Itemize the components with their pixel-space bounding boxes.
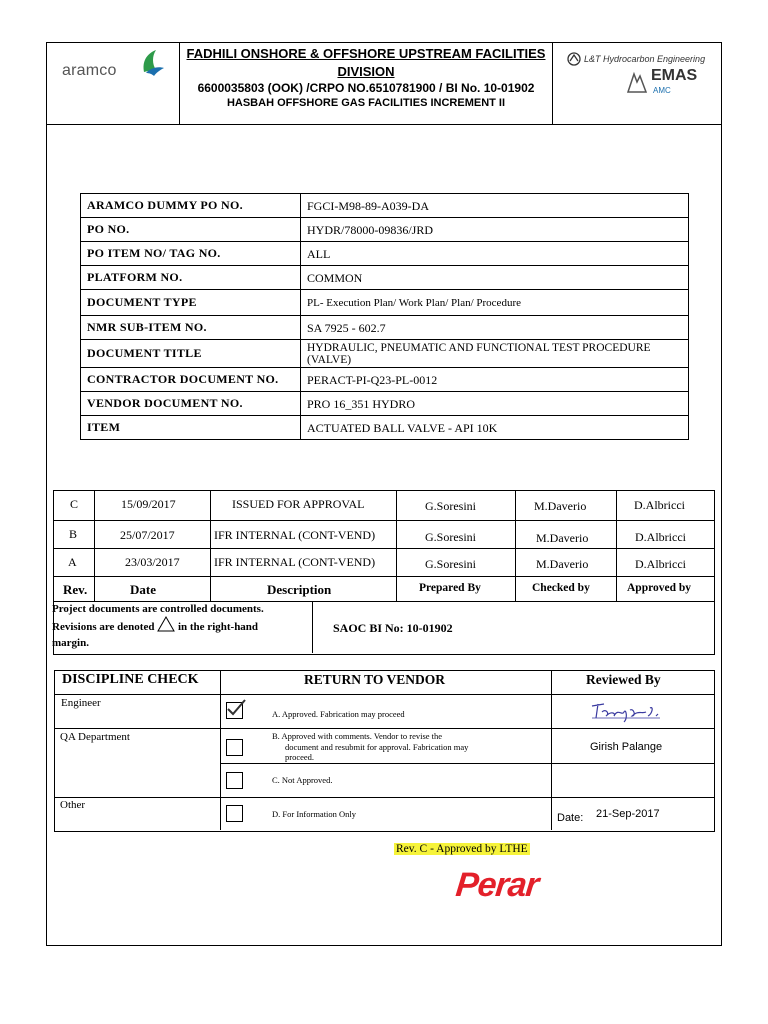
lthe-label: L&T Hydrocarbon Engineering [584,54,706,64]
info-key: CONTRACTOR DOCUMENT NO. [81,368,301,392]
date-cell: 15/09/2017 [121,497,176,511]
info-key: NMR SUB-ITEM NO. [81,316,301,340]
info-key: PO ITEM NO/ TAG NO. [81,242,301,266]
date-cell: 25/07/2017 [120,528,175,542]
row-divider [54,728,714,729]
approval-note [394,843,530,855]
approved-by-header: Approved by [627,582,692,594]
approved-with-comments-checkbox[interactable] [226,739,243,756]
col-divider [616,490,617,601]
approved-by-cell: D.Albricci [634,498,685,512]
header-project-line: HASBAH OFFSHORE GAS FACILITIES INCREMENT II [226,97,506,109]
engineer-label: Engineer [61,697,101,709]
info-key: PO NO. [81,218,301,242]
info-key: ARAMCO DUMMY PO NO. [81,194,301,218]
saoc-bi-number: SAOC BI No: 10-01902 [333,621,453,635]
emas-mark-icon [626,70,648,94]
controlled-docs-note [52,602,264,650]
info-key: PLATFORM NO. [81,266,301,290]
table-row [81,316,689,340]
option-b-line: proceed. [285,752,315,762]
table-row [81,340,689,368]
description-cell: ISSUED FOR APPROVAL [232,497,365,511]
approved-by-cell: D.Albricci [635,530,686,544]
col-divider [515,490,516,601]
table-row [81,266,689,290]
note-line: Project documents are controlled documents. [52,603,264,615]
table-row [81,392,689,416]
qa-department-label: QA Department [60,731,130,743]
discipline-check-header: DISCIPLINE CHECK [62,672,199,687]
table-row [81,218,689,242]
date-header: Date [130,582,156,597]
review-date: 21-Sep-2017 [596,808,660,820]
approved-by-cell: D.Albricci [635,557,686,571]
reviewed-by-header: Reviewed By [586,672,661,687]
prepared-by-header: Prepared By [419,582,481,594]
checked-by-header: Checked by [532,582,590,594]
note-line [52,616,264,636]
other-label: Other [60,799,86,811]
checked-by-cell: M.Daverio [536,531,589,545]
row-divider [54,694,714,695]
info-value: ALL [301,242,689,266]
info-value: ACTUATED BALL VALVE - API 10K [301,416,689,440]
header-divider [179,42,180,125]
lt-icon [567,52,581,66]
for-information-checkbox[interactable] [226,805,243,822]
perar-logo: Perar [454,866,541,904]
option-a-label: A. Approved. Fabrication may proceed [272,709,405,719]
note-text: Revisions are denoted [52,621,155,633]
table-row [81,416,689,440]
not-approved-checkbox[interactable] [226,772,243,789]
col-divider [551,670,552,830]
option-b-line: document and resubmit for approval. Fabrication may [285,741,469,752]
prepared-by-cell: G.Soresini [425,557,476,571]
checked-by-cell: M.Daverio [536,557,589,571]
description-cell: IFR INTERNAL (CONT-VEND) [214,528,376,542]
table-row [81,290,689,316]
row-divider [53,520,714,521]
col-divider [396,490,397,601]
rev-cell: A [68,555,77,569]
date-cell: 23/03/2017 [125,555,180,569]
note-text: in the right-hand [177,621,259,633]
amc-label: AMC [653,86,671,95]
info-value: HYDRAULIC, PNEUMATIC AND FUNCTIONAL TEST PROCEDURE (VALVE) [301,340,689,368]
header-title-line2: DIVISION [337,64,395,79]
option-b-label [272,731,468,763]
reviewer-name: Girish Palange [590,741,663,753]
col-divider [94,490,95,601]
checked-by-cell: M.Daverio [534,499,587,513]
header-divider [552,42,553,125]
option-c-label: C. Not Approved. [272,775,333,785]
info-value: SA 7925 - 602.7 [301,316,689,340]
header-bottom-line [46,124,722,125]
reviewer-signature [588,698,664,724]
info-value: FGCI-M98-89-A039-DA [301,194,689,218]
info-value: PERACT-PI-Q23-PL-0012 [301,368,689,392]
row-divider [53,548,714,549]
info-key: DOCUMENT TITLE [81,340,301,368]
info-key: VENDOR DOCUMENT NO. [81,392,301,416]
option-b-line: B. Approved with comments. Vendor to revise the [272,731,443,741]
approval-note-text: Rev. C - Approved by LTHE [396,843,528,855]
info-key: DOCUMENT TYPE [81,290,301,316]
row-divider [220,763,714,764]
row-divider [53,576,714,577]
return-to-vendor-header: RETURN TO VENDOR [304,672,446,687]
document-info-table [80,193,689,440]
revision-triangle-icon [157,616,175,636]
info-value: COMMON [301,266,689,290]
info-value: PL- Execution Plan/ Work Plan/ Plan/ Procedure [301,290,689,316]
info-value: PRO 16_351 HYDRO [301,392,689,416]
rev-cell: B [69,527,78,541]
prepared-by-cell: G.Soresini [425,499,476,513]
header-title-line1: FADHILI ONSHORE & OFFSHORE UPSTREAM FACILITIES [186,46,546,61]
rev-cell: C [70,497,79,511]
table-row [81,368,689,392]
info-key: ITEM [81,416,301,440]
row-divider [54,797,714,798]
note-line: margin. [52,637,89,649]
col-divider [312,601,313,653]
col-divider [220,670,221,830]
header-contract-line: 6600035803 (OOK) /CRPO NO.6510781900 / BI No. 10-01902 [197,81,535,95]
option-d-label: D. For Information Only [272,809,357,819]
aramco-wordmark: aramco [62,62,117,79]
table-row [81,194,689,218]
col-divider [210,490,211,601]
description-header: Description [267,582,332,597]
prepared-by-cell: G.Soresini [425,530,476,544]
approved-checkbox[interactable] [226,702,243,719]
table-row [81,242,689,266]
description-cell: IFR INTERNAL (CONT-VEND) [214,555,376,569]
checkmark-icon [225,697,247,719]
rev-header: Rev. [63,582,88,597]
info-value: HYDR/78000-09836/JRD [301,218,689,242]
emas-label: EMAS [651,67,698,84]
date-label: Date: [557,812,584,824]
